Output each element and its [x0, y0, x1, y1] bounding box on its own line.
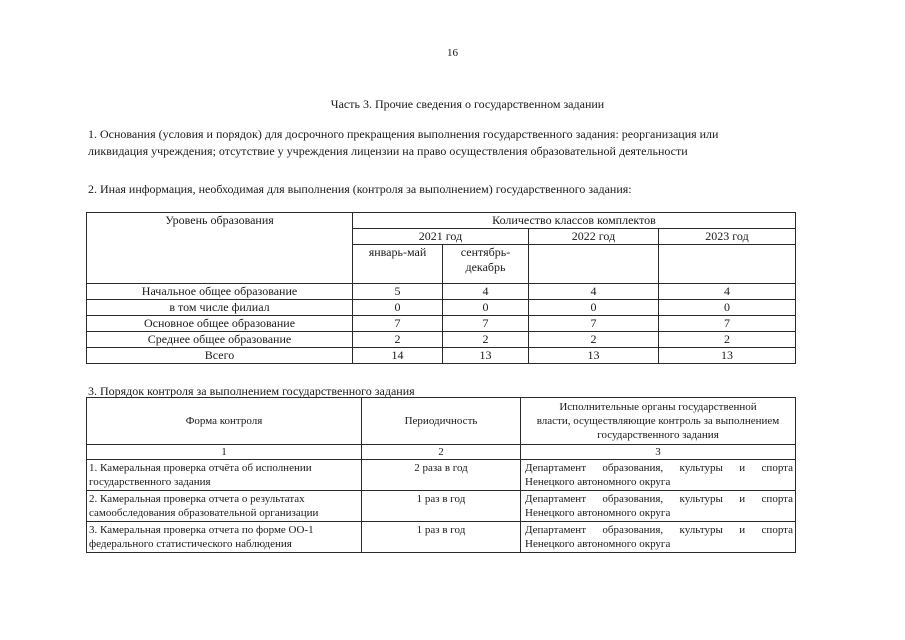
org-line-2: Ненецкого автономного округа — [525, 507, 671, 519]
form-line-1 — [89, 461, 359, 475]
cell-value: 5 — [353, 284, 443, 300]
table-row — [87, 522, 796, 553]
header-class-count: Количество классов комплектов — [353, 213, 796, 229]
periodicity-cell: 2 раза в год — [362, 460, 521, 491]
column-number-3: 3 — [521, 445, 796, 460]
cell-value: 2 — [353, 332, 443, 348]
executive-body-cell — [521, 460, 796, 491]
row-label: Среднее общее образование — [87, 332, 353, 348]
cell-value: 2 — [529, 332, 659, 348]
header-empty-2023 — [659, 245, 796, 284]
org-word: и — [739, 493, 746, 505]
table-row — [87, 460, 796, 491]
org-line-1 — [525, 523, 793, 537]
executive-bodies-line-3: государственного задания — [597, 429, 719, 441]
section-1-line-1: 1. Основания (условия и порядок) для досрочного прекращения выполнения государственного задания: реорганизация или — [88, 127, 719, 141]
periodicity-cell: 1 раз в год — [362, 491, 521, 522]
header-year-2023: 2023 год — [659, 229, 796, 245]
form-line-1-text: 1. Камеральная проверка отчёта об исполнении — [89, 462, 312, 474]
org-word: культуры — [679, 524, 723, 536]
org-word: образования, — [602, 493, 664, 505]
org-word: и — [739, 462, 746, 474]
control-form-cell — [87, 460, 362, 491]
table-row — [87, 332, 796, 348]
org-word: спорта — [761, 493, 793, 505]
period-sep-line: сентябрь- — [460, 245, 511, 259]
header-periodicity: Периодичность — [362, 398, 521, 445]
section-1-line-2: ликвидация учреждения; отсутствие у учреждения лицензии на право осуществления образовательной деятельности — [88, 144, 688, 158]
table-row-total — [87, 348, 796, 364]
org-word: спорта — [761, 524, 793, 536]
form-line-2: государственного задания — [89, 476, 211, 488]
executive-bodies-line-2: власти, осуществляющие контроль за выполнением — [536, 415, 780, 427]
cell-value: 13 — [529, 348, 659, 364]
executive-body-cell — [521, 491, 796, 522]
org-word: и — [739, 524, 746, 536]
cell-value: 13 — [659, 348, 796, 364]
table-row — [87, 316, 796, 332]
org-word: Департамент — [525, 462, 587, 474]
table-row — [87, 300, 796, 316]
header-period-jan-may: январь-май — [353, 245, 443, 284]
header-empty-2022 — [529, 245, 659, 284]
control-form-cell — [87, 491, 362, 522]
org-word: образования, — [602, 524, 664, 536]
section-2-title: 2. Иная информация, необходимая для выполнения (контроля за выполнением) государственного задания: — [88, 182, 632, 196]
cell-value: 14 — [353, 348, 443, 364]
row-label: Начальное общее образование — [87, 284, 353, 300]
period-dec-line: декабрь — [465, 260, 506, 274]
cell-value: 7 — [659, 316, 796, 332]
table-row — [87, 491, 796, 522]
periodicity-cell: 1 раз в год — [362, 522, 521, 553]
form-line-2: самообследования образовательной организации — [89, 507, 319, 519]
part-title: Часть 3. Прочие сведения о государственном задании — [330, 97, 605, 111]
org-line-1 — [525, 492, 793, 506]
row-label: Основное общее образование — [87, 316, 353, 332]
cell-value: 7 — [529, 316, 659, 332]
form-line-2: федерального статистического наблюдения — [89, 538, 292, 550]
cell-value: 0 — [529, 300, 659, 316]
control-procedure-table — [86, 397, 796, 553]
executive-body-cell — [521, 522, 796, 553]
cell-value: 0 — [443, 300, 529, 316]
cell-value: 2 — [443, 332, 529, 348]
row-label: Всего — [87, 348, 353, 364]
cell-value: 0 — [353, 300, 443, 316]
executive-bodies-line-1: Исполнительные органы государственной — [559, 401, 757, 413]
header-control-form: Форма контроля — [87, 398, 362, 445]
header-executive-bodies — [521, 398, 796, 445]
cell-value: 4 — [529, 284, 659, 300]
cell-value: 4 — [443, 284, 529, 300]
table-row — [87, 284, 796, 300]
cell-value: 7 — [443, 316, 529, 332]
page-number: 16 — [447, 47, 458, 59]
form-line-1: 3. Камеральная проверка отчета по форме ОО-1 — [89, 524, 314, 536]
cell-value: 13 — [443, 348, 529, 364]
column-number-2: 2 — [362, 445, 521, 460]
class-count-table — [86, 212, 796, 364]
cell-value: 7 — [353, 316, 443, 332]
form-line-1: 2. Камеральная проверка отчета о результатах — [89, 493, 305, 505]
org-line-2: Ненецкого автономного округа — [525, 538, 671, 550]
org-word: Департамент — [525, 524, 587, 536]
cell-value: 2 — [659, 332, 796, 348]
header-year-2022: 2022 год — [529, 229, 659, 245]
column-number-1: 1 — [87, 445, 362, 460]
org-word: образования, — [602, 462, 664, 474]
cell-value: 4 — [659, 284, 796, 300]
row-label: в том числе филиал — [87, 300, 353, 316]
org-line-1 — [525, 461, 793, 475]
control-form-cell — [87, 522, 362, 553]
cell-value: 0 — [659, 300, 796, 316]
org-line-2: Ненецкого автономного округа — [525, 476, 671, 488]
org-word: спорта — [761, 462, 793, 474]
header-period-sep-dec — [443, 245, 529, 284]
org-word: Департамент — [525, 493, 587, 505]
org-word: культуры — [679, 493, 723, 505]
section-1-text — [88, 126, 828, 160]
header-education-level: Уровень образования — [87, 213, 353, 284]
header-year-2021: 2021 год — [353, 229, 529, 245]
org-word: культуры — [679, 462, 723, 474]
section-3-title: 3. Порядок контроля за выполнением государственного задания — [88, 384, 415, 398]
